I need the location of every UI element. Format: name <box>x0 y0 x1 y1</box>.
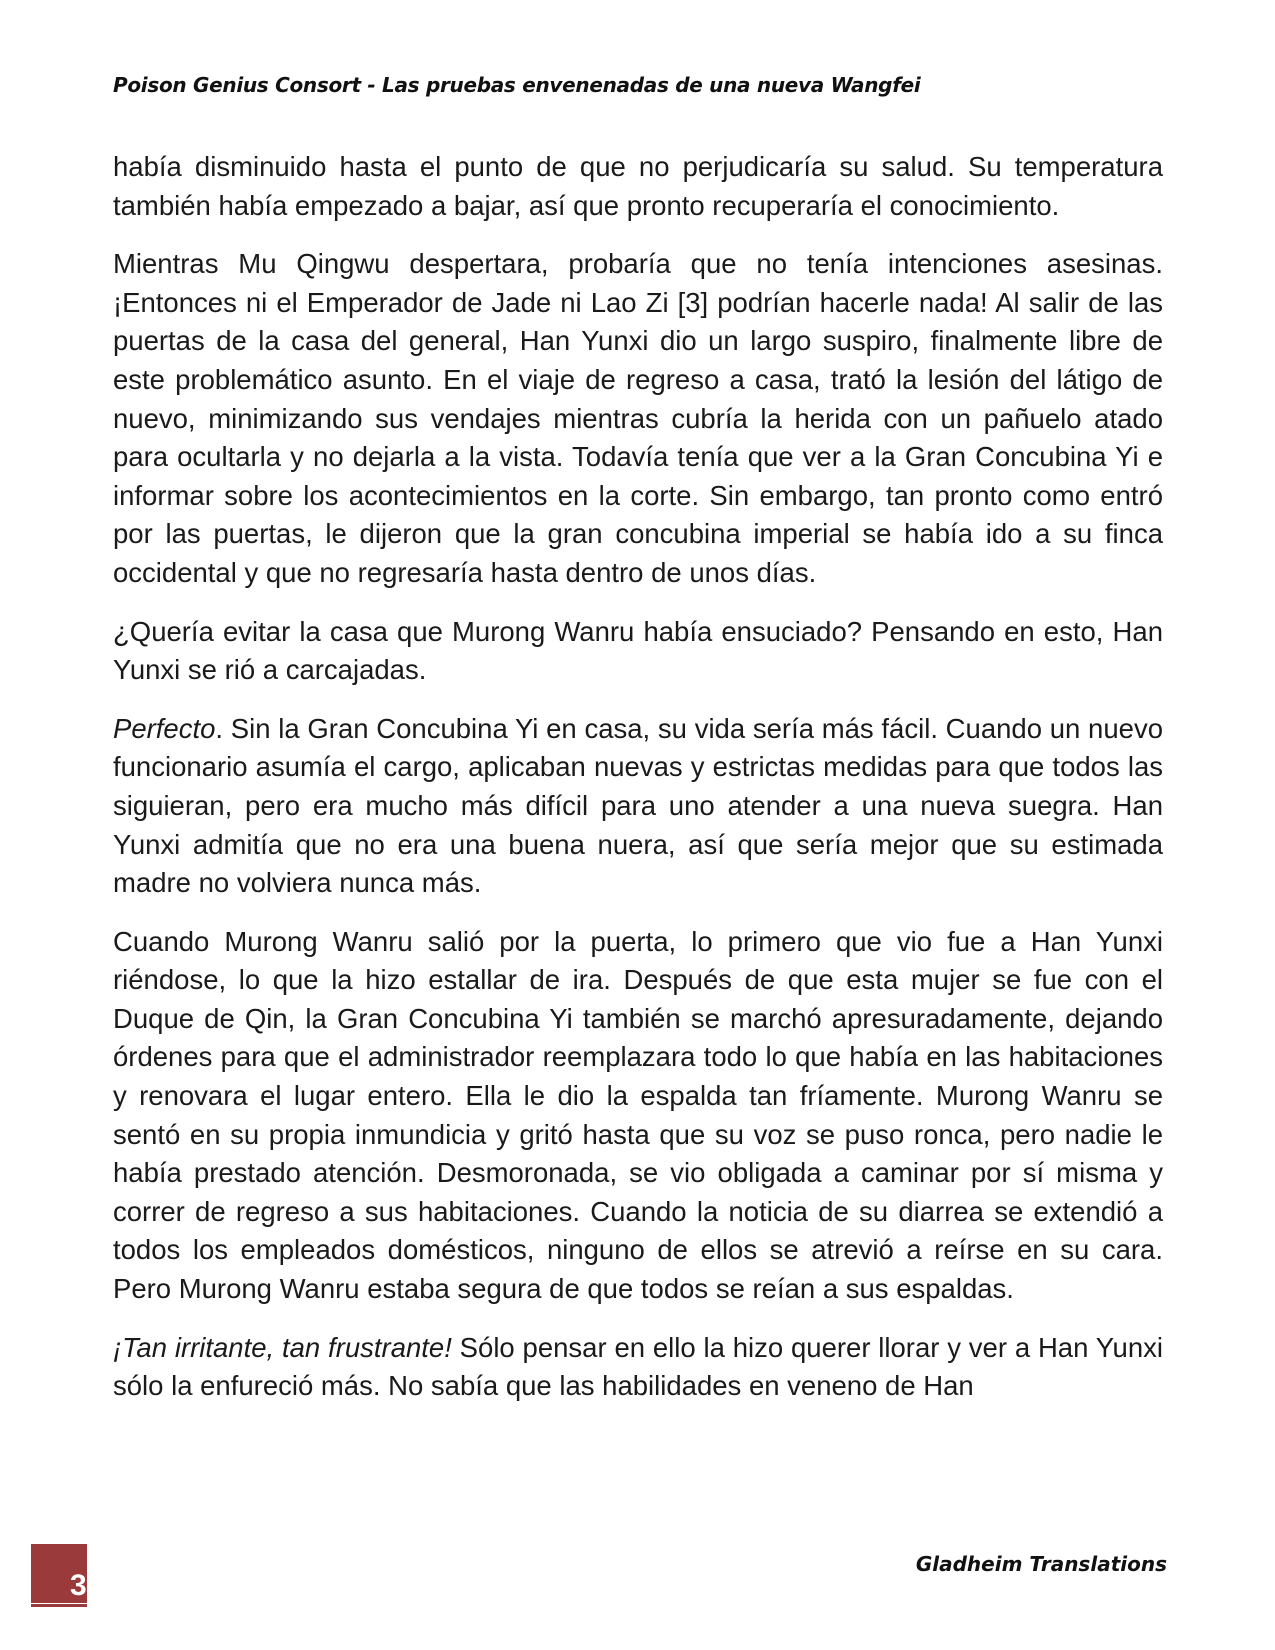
italic-lead: Perfecto <box>113 712 216 744</box>
paragraph <box>113 710 1163 903</box>
page-number-underline <box>31 1604 87 1607</box>
document-body <box>113 148 1163 1426</box>
paragraph <box>113 923 1163 1309</box>
paragraph <box>113 148 1163 225</box>
page-header-title: Poison Genius Consort - Las pruebas envenenadas de una nueva Wangfei <box>113 73 921 97</box>
paragraph <box>113 245 1163 592</box>
paragraph-text: Cuando Murong Wanru salió por la puerta, lo primero que vio fue a Han Yunxi riéndose, lo que la hizo estallar de ira. Después de que esta mujer se fue con el Duque de Qin, la Gran Concubina Yi también se marchó apresuradamente, dejando órdenes para que el administrador reemplazara todo lo que había en las habitaciones y renovara el lugar entero. Ella le dio la espalda tan fríamente. Murong Wanru se sentó en su propia inmundicia y gritó hasta que su voz se puso ronca, pero nadie le había prestado atención. Desmoronada, se vio obligada a caminar por sí misma y correr de regreso a sus habitaciones. Cuando la noticia de su diarrea se extendió a todos los empleados domésticos, ninguno de ellos se atrevió a reírse en su cara. Pero Murong Wanru estaba segura de que todos se reían a sus espaldas. <box>113 925 1163 1305</box>
paragraph <box>113 1329 1163 1406</box>
paragraph <box>113 613 1163 690</box>
paragraph-text: . Sin la Gran Concubina Yi en casa, su vida sería más fácil. Cuando un nuevo funcionario asumía el cargo, aplicaban nuevas y estrictas medidas para que todos las siguieran, pero era mucho más difícil para uno atender a una nueva suegra. Han Yunxi admitía que no era una buena nuera, así que sería mejor que su estimada madre no volviera nunca más. <box>113 712 1163 899</box>
paragraph-text: Sólo pensar en ello la hizo querer llorar y ver a Han Yunxi sólo la enfureció más. No sabía que las habilidades en veneno de Han <box>113 1331 1163 1402</box>
italic-lead: ¡Tan irritante, tan frustrante! <box>113 1331 452 1363</box>
paragraph-text: ¿Quería evitar la casa que Murong Wanru había ensuciado? Pensando en esto, Han Yunxi se rió a carcajadas. <box>113 615 1163 686</box>
footer-credit: Gladheim Translations <box>915 1552 1167 1576</box>
paragraph-text: Mientras Mu Qingwu despertara, probaría que no tenía intenciones asesinas. ¡Entonces ni el Emperador de Jade ni Lao Zi [3] podrían hacerle nada! Al salir de las puertas de la casa del general, Han Yunxi dio un largo suspiro, finalmente libre de este problemático asunto. En el viaje de regreso a casa, trató la lesión del látigo de nuevo, minimizando sus vendajes mientras cubría la herida con un pañuelo atado para ocultarla y no dejarla a la vista. Todavía tenía que ver a la Gran Concubina Yi e informar sobre los acontecimientos en la corte. Sin embargo, tan pronto como entró por las puertas, le dijeron que la gran concubina imperial se había ido a su finca occidental y que no regresaría hasta dentro de unos días. <box>113 248 1163 588</box>
page-number: 3 <box>70 1569 87 1602</box>
paragraph-text: había disminuido hasta el punto de que no perjudicaría su salud. Su temperatura también había empezado a bajar, así que pronto recuperaría el conocimiento. <box>113 151 1163 221</box>
